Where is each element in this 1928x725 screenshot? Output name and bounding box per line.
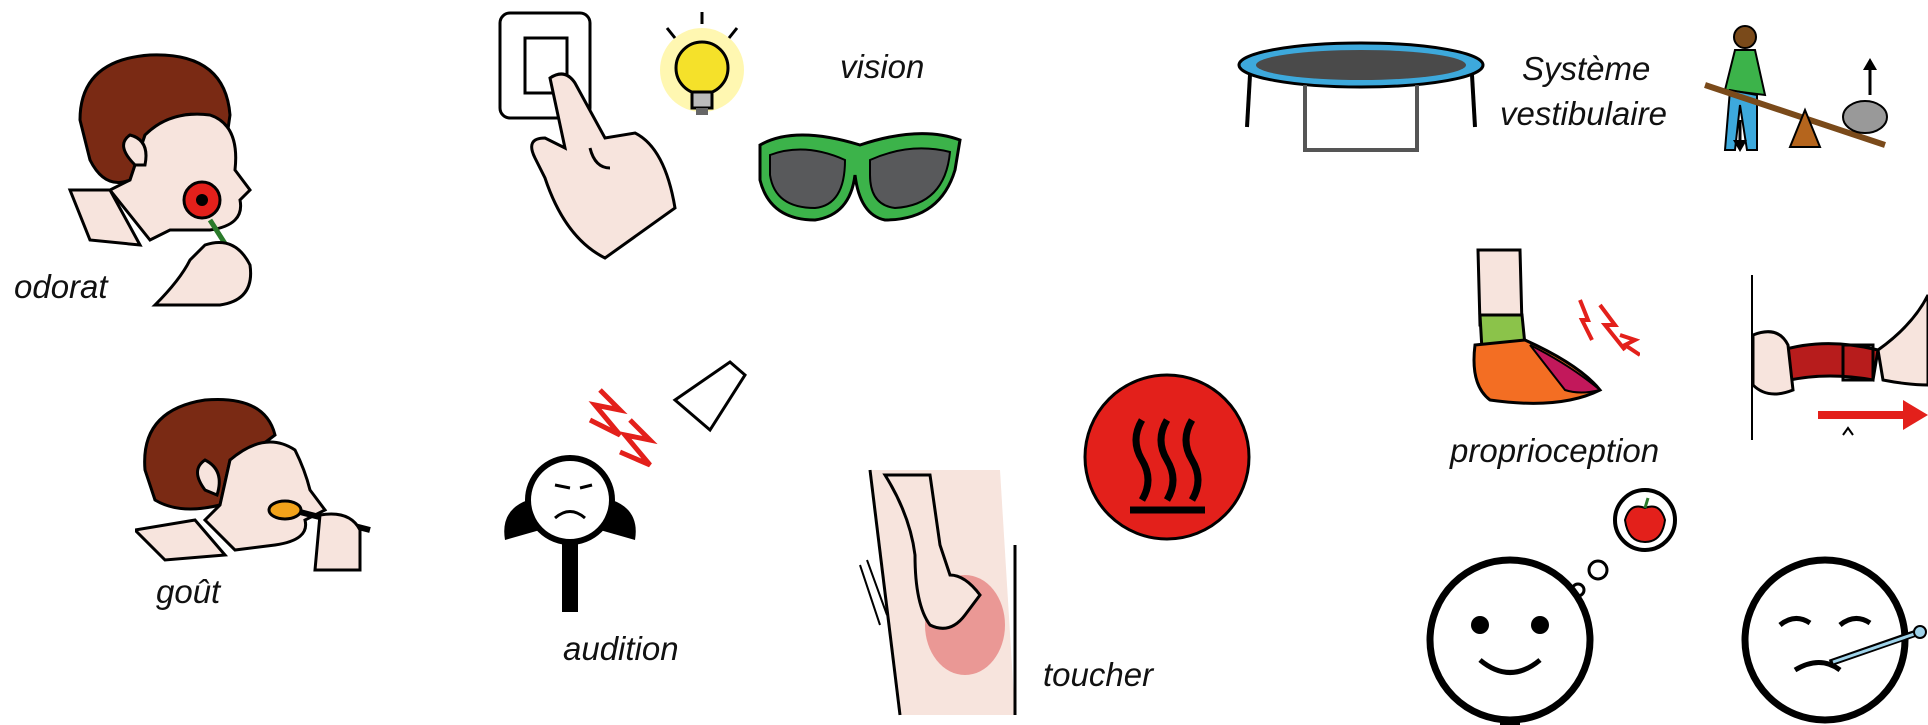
label-vestibular-line2: vestibulaire [1500,95,1667,132]
scratching-arm-icon [855,465,1030,720]
label-vision: vision [840,48,925,85]
stubbed-foot-shoe-icon [1470,245,1640,405]
thinking-apple-face-icon [1420,480,1680,725]
label-vestibular-line1: Système [1522,50,1651,87]
fastening-belt-icon [1748,275,1928,440]
label-odorat: odorat [14,268,108,305]
tasting-spoon-icon [135,390,385,580]
trampoline-icon [1235,35,1487,160]
sick-face-thermometer-icon [1725,535,1928,725]
loud-noise-icon [500,360,750,615]
label-gout: goût [156,573,221,610]
heat-symbol-icon [1080,370,1255,545]
label-proprioception: proprioception [1450,432,1660,469]
label-audition: audition [563,630,679,667]
seesaw-lever-icon [1695,25,1890,155]
label-toucher: toucher [1043,656,1154,693]
light-bulb-icon [655,10,750,140]
sunglasses-icon [755,120,965,230]
